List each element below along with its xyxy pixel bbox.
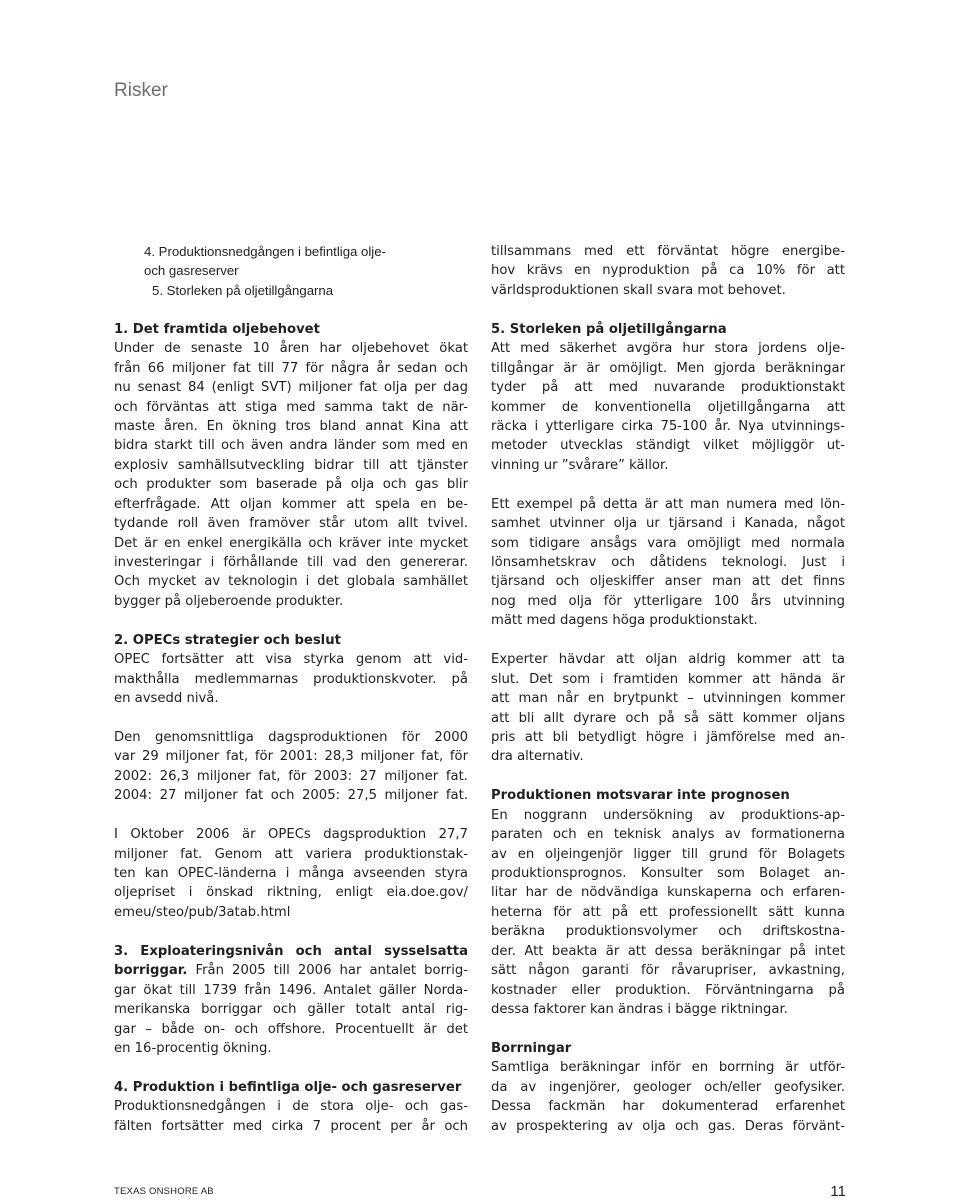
section-2-production-paragraph (114, 728, 468, 806)
text-line: som tidigare ansågs vara omöjligt med normala (491, 535, 845, 551)
text-line: Experter hävdar att oljan aldrig kommer att ta (491, 652, 845, 668)
text-line: 2002: 26,3 miljoner fat, för 2003: 27 miljoner fat. (114, 768, 468, 784)
production-forecast-body (491, 806, 845, 1020)
text-line: världsproduktionen skall svara mot behovet. (491, 282, 786, 298)
text-line: Produktionsnedgången i de stora olje- och gas- (114, 1099, 468, 1115)
text-line: oljepriset i önskad riktning, enligt eia.doe.gov/ (114, 885, 468, 901)
text-line: vinning ur ”svårare” källor. (491, 457, 669, 473)
section-4-heading: 4. Produktion i befintliga olje- och gasreserver (114, 1079, 462, 1095)
list-item-4: 4. Produktionsnedgången i befintliga olje- (144, 244, 386, 259)
text-line: var 29 miljoner fat, för 2001: 28,3 miljoner fat, för (114, 749, 468, 765)
experts-paragraph (491, 650, 845, 767)
footer-company-name: TEXAS ONSHORE AB (114, 1186, 214, 1197)
continued-paragraph (491, 242, 845, 300)
drilling-body (491, 1058, 845, 1136)
text-line: och produkter som baserade på olja och gas blir (114, 477, 468, 493)
text-line: explosiv samhällsutveckling bidrar till att tjänster (114, 457, 468, 473)
text-line: av prospektering av olja och gas. Deras förvänt- (491, 1118, 845, 1134)
text-line: bygger på oljeberoende produkter. (114, 593, 344, 609)
text-line: pris att bli betydligt högre i jämförelse med an- (491, 729, 845, 745)
text-line: gar – både on- och offshore. Procentuellt är det (114, 1021, 468, 1037)
text-line: gar ökat till 1739 från 1496. Antalet gäller Norda- (114, 982, 468, 998)
text-line: mätt med dagens höga produktionstakt. (491, 613, 758, 629)
text-line: att man når en brytpunkt – utvinningen kommer (491, 691, 845, 707)
text-line: da av ingenjörer, geologer och/eller geofysiker. (491, 1079, 845, 1095)
text-line: Den genomsnittliga dagsproduktionen för 2000 (114, 729, 468, 745)
text-line: ten kan OPEC-länderna i många avseenden styra (114, 866, 468, 882)
text-line: I Oktober 2006 är OPECs dagsproduktion 27,7 (114, 827, 468, 843)
text-line: samhet utvinner olja ur tjärsand i Kanada, något (491, 516, 845, 532)
text-line: kostnader eller produktion. Förväntningarna på (491, 982, 845, 998)
text-line: OPEC fortsätter att visa styrka genom att vid- (114, 652, 468, 668)
text-line: tjärsand och oljeskiffer anser man att det finns (491, 574, 845, 590)
text-line: lönsamhetskrav och dåtidens teknologi. Just i (491, 555, 845, 570)
text-line: emeu/steo/pub/3atab.html (114, 904, 291, 920)
text-line: hov krävs en nyproduktion på ca 10% för att (491, 263, 845, 279)
text-line: Det är en enkel energikälla och kräver inte mycket (114, 535, 468, 551)
section-5-body (491, 339, 845, 475)
section-2-body (114, 650, 468, 708)
list-item-4-cont: och gasreserver (144, 263, 239, 279)
text-line: tyder på att med nuvarande produktionstakt (491, 380, 845, 396)
text-line: dessa faktorer kan ändras i bägge riktningar. (491, 1002, 788, 1018)
text-line: en 16-procentig ökning. (114, 1040, 272, 1056)
text-line: Och mycket av teknologin i det globala samhället (114, 574, 468, 590)
text-line: Dessa fackmän har dokumenterad erfarenhet (491, 1099, 845, 1115)
text-line: från 66 miljoner fat till 77 för några år sedan och (114, 360, 468, 376)
text-line: fälten fortsätter med cirka 7 procent per år och (114, 1118, 468, 1134)
drilling-heading: Borrningar (491, 1040, 572, 1056)
text-line: litar har de nödvändiga kunskaperna och erfaren- (491, 885, 845, 901)
section-2-heading: 2. OPECs strategier och beslut (114, 632, 341, 648)
text-line: nog med olja för ytterligare 100 års utvinning (491, 593, 845, 609)
text-line: efterfrågade. Att oljan kommer att spela en be- (114, 496, 468, 512)
text-line: tillgångar är är omöjligt. Men gjorda beräkningar (491, 360, 845, 376)
text-line: tillsammans med ett förväntat högre energibe- (491, 244, 845, 259)
text-line: räcka i ytterligare cirka 75-100 år. Nya utvinnings- (491, 418, 845, 434)
section-3-heading-end: borriggar. (114, 963, 188, 979)
text-line: metoder utvecklas ständigt vilket möjliggör ut- (491, 438, 845, 454)
list-item-5: 5. Storleken på oljetillgångarna (152, 282, 334, 298)
production-forecast-heading: Produktionen motsvarar inte prognosen (491, 788, 790, 804)
section-3-body (114, 981, 468, 1059)
section-5-heading: 5. Storleken på oljetillgångarna (491, 321, 727, 337)
text-line: makthålla medlemmarnas produktionskvoter. på (114, 671, 468, 687)
text-line: maste åren. En ökning tros bland annat Kina att (114, 418, 468, 434)
text-line: och förväntas att stiga med samma takt de när- (114, 399, 468, 415)
section-3-first-text: Från 2005 till 2006 har antalet borrig- (187, 963, 468, 979)
text-line: Under de senaste 10 åren har oljebehovet ökat (114, 341, 468, 357)
text-line: investeringar i förhållande till vad den genererar. (114, 555, 468, 571)
section-1-body (114, 339, 468, 611)
text-line: miljoner fat. Genom att variera produktionstak- (114, 846, 468, 862)
text-line: produktionsprognos. Konsulter som Bolaget an- (491, 866, 845, 881)
section-3-first-line (114, 961, 468, 980)
text-line: Att med säkerhet avgöra hur stora jordens olje- (491, 341, 845, 357)
page-section-title: Risker (114, 80, 168, 101)
text-line: merikanska borriggar och gäller totalt antal rig- (114, 1002, 468, 1018)
text-line: av en oljeingenjör ligger till grund för Bolagets (491, 846, 845, 862)
section-2-october-paragraph (114, 825, 468, 922)
text-line: paraten och en teknisk analys av formationerna (491, 827, 845, 843)
left-column (114, 242, 468, 1136)
page-number: 11 (830, 1183, 846, 1200)
text-line: kommer de konventionella oljetillgångarna att (491, 399, 845, 415)
text-line: att bli allt dyrare och på så sätt kommer oljans (491, 710, 845, 726)
section-3-heading: 3. Exploateringsnivån och antal sysselsatta (114, 943, 468, 959)
text-line: heterna för att på ett professionellt sätt kunna (491, 904, 845, 920)
text-line: nu senast 84 (enligt SVT) miljoner fat olja per dag (114, 380, 468, 396)
text-line: Samtliga beräkningar inför en borrning är utför- (491, 1060, 845, 1076)
text-line: der. Att beakta är att dessa beräkningar på intet (491, 943, 845, 959)
text-line: slut. Det som i framtiden kommer att hända är (491, 671, 845, 687)
text-line: 2004: 27 miljoner fat och 2005: 27,5 miljoner fat. (114, 788, 468, 804)
text-line: En noggrann undersökning av produktions-ap- (491, 807, 845, 823)
text-line: en avsedd nivå. (114, 691, 219, 707)
section-1-heading: 1. Det framtida oljebehovet (114, 321, 320, 337)
text-line: bidra starkt till och även andra länder som med en (114, 438, 468, 454)
text-line: tydande roll även framöver står utom allt tvivel. (114, 516, 468, 532)
text-line: Ett exempel på detta är att man numera med lön- (491, 496, 845, 512)
text-line: dra alternativ. (491, 749, 584, 765)
text-line: sätt någon garanti för råvarupriser, avkastning, (491, 963, 845, 979)
section-4-body (114, 1097, 468, 1136)
right-column (491, 242, 845, 1136)
tar-sand-paragraph (491, 495, 845, 631)
text-line: beräkna produktionsvolymer och driftskostna- (491, 924, 845, 940)
